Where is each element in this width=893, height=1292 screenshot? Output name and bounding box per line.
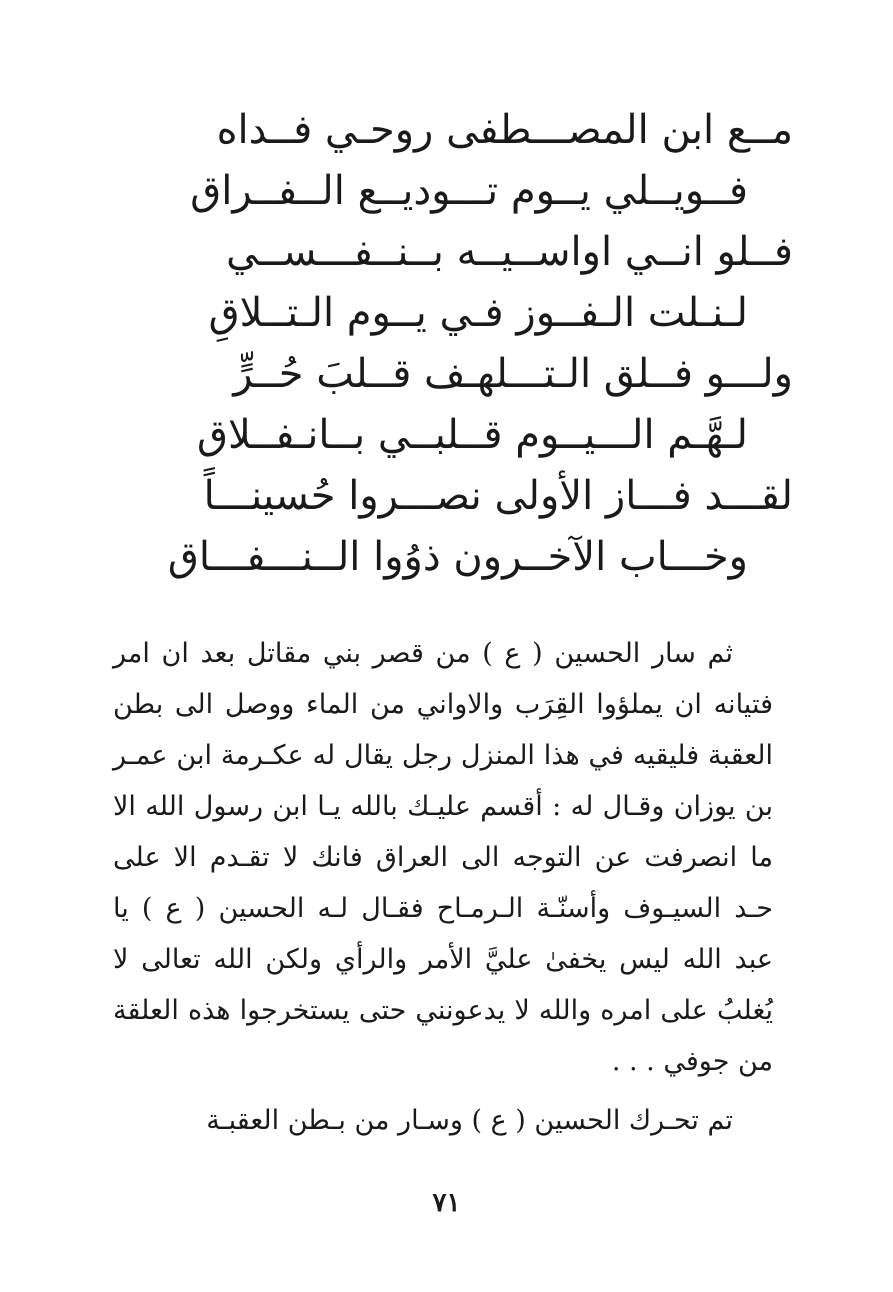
prose-text	[113, 628, 773, 1146]
poem-verse: فــلو انــي اواســيــه بــنــفـــســي	[225, 229, 793, 275]
page-number: ٧١	[432, 1188, 461, 1218]
poem-verse: لـهَّـم الـــيــوم قــلبــي بــانـفــلاق	[196, 412, 748, 458]
poem	[93, 100, 793, 588]
poem-verse: وخـــاب الآخــرون ذوُوا الــنـــفـــاق	[167, 534, 748, 580]
poem-verse: ولـــو فــلق الـتـــلهـف قــلبَ حُــرٍّ	[233, 351, 793, 397]
poem-verse: لقـــد فـــاز الأولى نصـــروا حُسينـــاً	[203, 473, 793, 519]
poem-verse: مــع ابن المصـــطفى روحـي فــداه	[216, 107, 793, 153]
poem-verse: فــويــلي يــوم تـــوديــع الــفــراق	[190, 168, 748, 214]
paragraph: ثم سار الحسين ( ع ) من قصر بني مقاتل بعد ان امر فتيانه ان يملؤوا القِرَب والاواني من الماء ووصل الى بطن العقبة فليقيه في هذا المنزل رجل يقال له عكـرمة ابن عمـر بن يوزان وقـال له : أقسم عليـك بالله يـا ابن رسول الله الا ما انصرفت عن التوجه الى العراق فانك لا تقـدم الا على حـد السيـوف وأسنّـة الـرمـاح فقـال لـه الحسين ( ع ) يا عبد الله ليس يخفىٰ عليَّ الأمر والرأي ولكن الله تعالى لا يُغلبُ على امره والله لا يدعونني حتى يستخرجوا هذه العلقة من جوفي . . .	[113, 638, 773, 1077]
poem-verse: لـنـلت الـفــوز فـي يــوم الـتــلاقِ	[208, 290, 748, 336]
paragraph: تم تحـرك الحسين ( ع ) وسـار من بـطن العقبـة	[206, 1105, 733, 1136]
